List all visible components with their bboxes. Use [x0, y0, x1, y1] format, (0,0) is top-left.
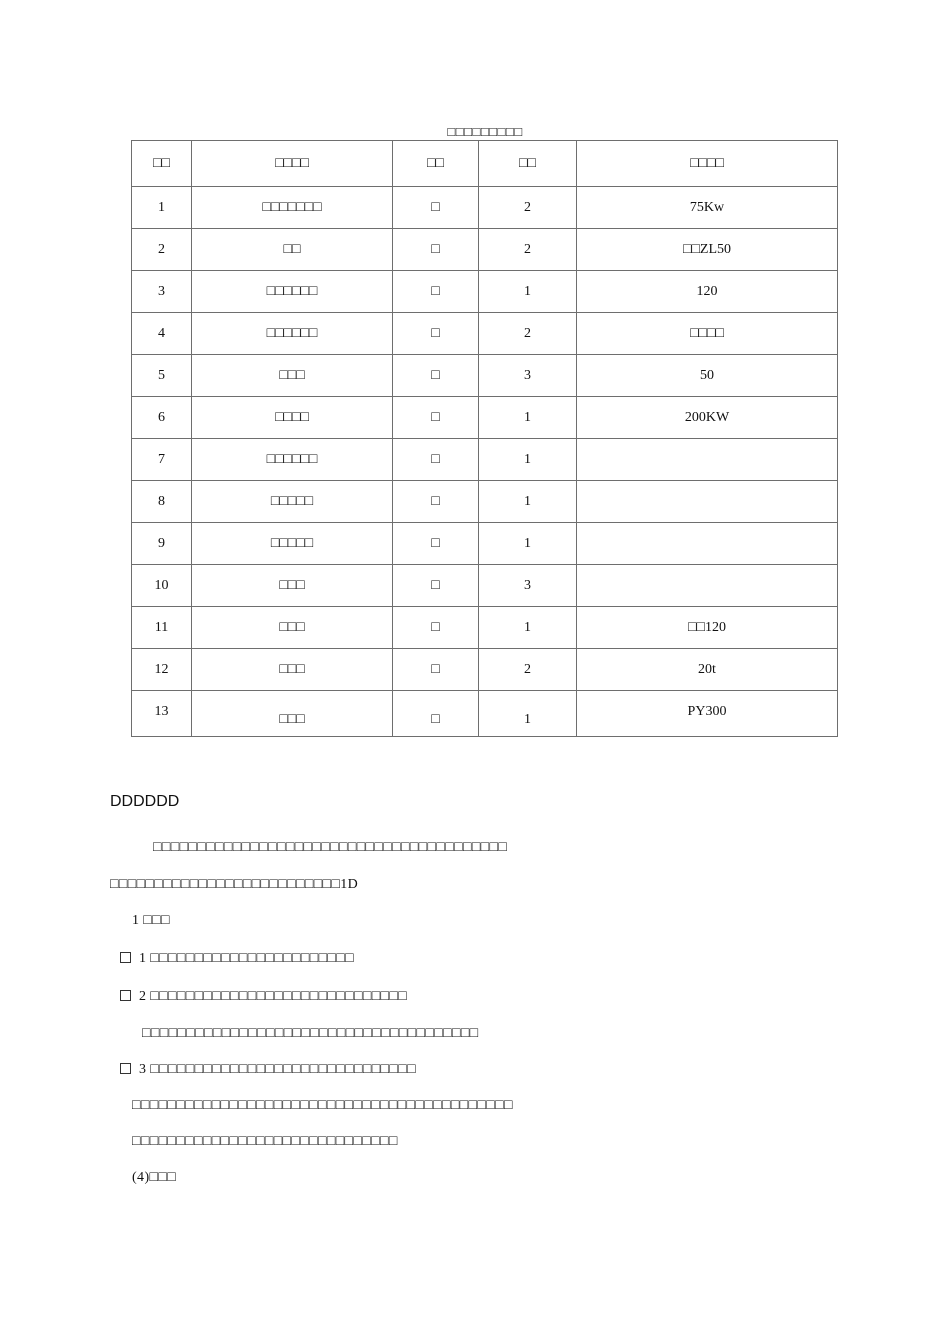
list-item — [120, 989, 407, 1005]
cell-spec: 120 — [577, 271, 838, 313]
cell-qty: 3 — [479, 565, 577, 607]
cell-unit: □ — [393, 691, 479, 737]
cell-qty: 1 — [479, 271, 577, 313]
cell-unit: □ — [393, 607, 479, 649]
table-row — [132, 313, 838, 355]
cell-no: 9 — [132, 523, 192, 565]
cell-unit: □ — [393, 397, 479, 439]
list-item-text: 1 □□□□□□□□□□□□□□□□□□□□□□□ — [139, 951, 354, 966]
cell-qty: 3 — [479, 355, 577, 397]
cell-qty: 1 — [479, 523, 577, 565]
cell-name: □□□□ — [192, 397, 393, 439]
table-row — [132, 397, 838, 439]
cell-name: □□□□□□ — [192, 439, 393, 481]
cell-spec — [577, 523, 838, 565]
cell-no: 1 — [132, 187, 192, 229]
paragraph-line: □□□□□□□□□□□□□□□□□□□□□□□□□□□□□□ — [132, 1134, 398, 1149]
cell-no: 10 — [132, 565, 192, 607]
table-row — [132, 565, 838, 607]
table-row — [132, 607, 838, 649]
cell-name: □□□ — [192, 649, 393, 691]
cell-name: □□□ — [192, 565, 393, 607]
cell-unit: □ — [393, 187, 479, 229]
checkbox-bullet-icon — [120, 990, 131, 1001]
cell-name: □□□□□□□ — [192, 187, 393, 229]
cell-qty: 2 — [479, 187, 577, 229]
table-header-row — [132, 141, 838, 187]
cell-name: □□□ — [192, 355, 393, 397]
list-item-text: 2 □□□□□□□□□□□□□□□□□□□□□□□□□□□□□ — [139, 989, 408, 1004]
cell-name: □□□ — [192, 691, 393, 737]
list-item — [120, 1062, 416, 1078]
cell-qty: 2 — [479, 313, 577, 355]
cell-spec: 20t — [577, 649, 838, 691]
cell-spec: □□□□ — [577, 313, 838, 355]
cell-no: 2 — [132, 229, 192, 271]
cell-name: □□ — [192, 229, 393, 271]
section-title: DDDDDD — [110, 793, 180, 810]
paragraph-line: □□□□□□□□□□□□□□□□□□□□□□□□□□□□□□□□□□□□□□ — [142, 1026, 479, 1041]
table-row — [132, 691, 838, 737]
cell-no: 11 — [132, 607, 192, 649]
cell-qty: 1 — [479, 481, 577, 523]
list-item — [120, 951, 354, 967]
cell-unit: □ — [393, 565, 479, 607]
cell-no: 7 — [132, 439, 192, 481]
cell-spec — [577, 565, 838, 607]
checkbox-bullet-icon — [120, 1063, 131, 1074]
cell-no: 4 — [132, 313, 192, 355]
table-caption: □□□□□□□□□ — [447, 124, 523, 139]
cell-qty: 2 — [479, 229, 577, 271]
cell-unit: □ — [393, 271, 479, 313]
table-row — [132, 439, 838, 481]
paragraph-line: □□□□□□□□□□□□□□□□□□□□□□□□□□1D — [110, 877, 359, 892]
cell-name: □□□□□□ — [192, 271, 393, 313]
cell-spec: 75Kw — [577, 187, 838, 229]
cell-qty: 1 — [479, 691, 577, 737]
cell-name: □□□□□ — [192, 523, 393, 565]
cell-spec: □□120 — [577, 607, 838, 649]
cell-spec — [577, 439, 838, 481]
cell-spec: 200KW — [577, 397, 838, 439]
cell-no: 5 — [132, 355, 192, 397]
cell-no: 8 — [132, 481, 192, 523]
cell-spec: □□ZL50 — [577, 229, 838, 271]
table-row — [132, 271, 838, 313]
cell-unit: □ — [393, 481, 479, 523]
cell-name: □□□□□ — [192, 481, 393, 523]
cell-qty: 1 — [479, 397, 577, 439]
cell-spec — [577, 481, 838, 523]
paragraph-line: □□□□□□□□□□□□□□□□□□□□□□□□□□□□□□□□□□□□□□□□□□□ — [132, 1098, 513, 1113]
cell-name: □□□□□□ — [192, 313, 393, 355]
cell-unit: □ — [393, 313, 479, 355]
header-name: □□□□ — [192, 141, 393, 187]
cell-spec: PY300 — [577, 691, 838, 737]
list-heading: 1 □□□ — [132, 913, 170, 928]
cell-no: 6 — [132, 397, 192, 439]
table-row — [132, 187, 838, 229]
cell-unit: □ — [393, 229, 479, 271]
cell-qty: 1 — [479, 607, 577, 649]
equipment-table — [131, 140, 838, 737]
cell-qty: 1 — [479, 439, 577, 481]
table-row — [132, 481, 838, 523]
header-qty: □□ — [479, 141, 577, 187]
cell-no: 13 — [132, 691, 192, 737]
header-spec: □□□□ — [577, 141, 838, 187]
table-row — [132, 355, 838, 397]
checkbox-bullet-icon — [120, 952, 131, 963]
cell-no: 12 — [132, 649, 192, 691]
header-no: □□ — [132, 141, 192, 187]
table-row — [132, 229, 838, 271]
header-unit: □□ — [393, 141, 479, 187]
table-row — [132, 649, 838, 691]
cell-unit: □ — [393, 649, 479, 691]
list-heading: (4)□□□ — [132, 1170, 177, 1185]
paragraph-line: □□□□□□□□□□□□□□□□□□□□□□□□□□□□□□□□□□□□□□□□ — [153, 840, 508, 855]
list-item-text: 3 □□□□□□□□□□□□□□□□□□□□□□□□□□□□□□ — [139, 1062, 416, 1077]
cell-unit: □ — [393, 355, 479, 397]
cell-spec: 50 — [577, 355, 838, 397]
cell-no: 3 — [132, 271, 192, 313]
table-row — [132, 523, 838, 565]
cell-name: □□□ — [192, 607, 393, 649]
cell-unit: □ — [393, 439, 479, 481]
cell-unit: □ — [393, 523, 479, 565]
cell-qty: 2 — [479, 649, 577, 691]
